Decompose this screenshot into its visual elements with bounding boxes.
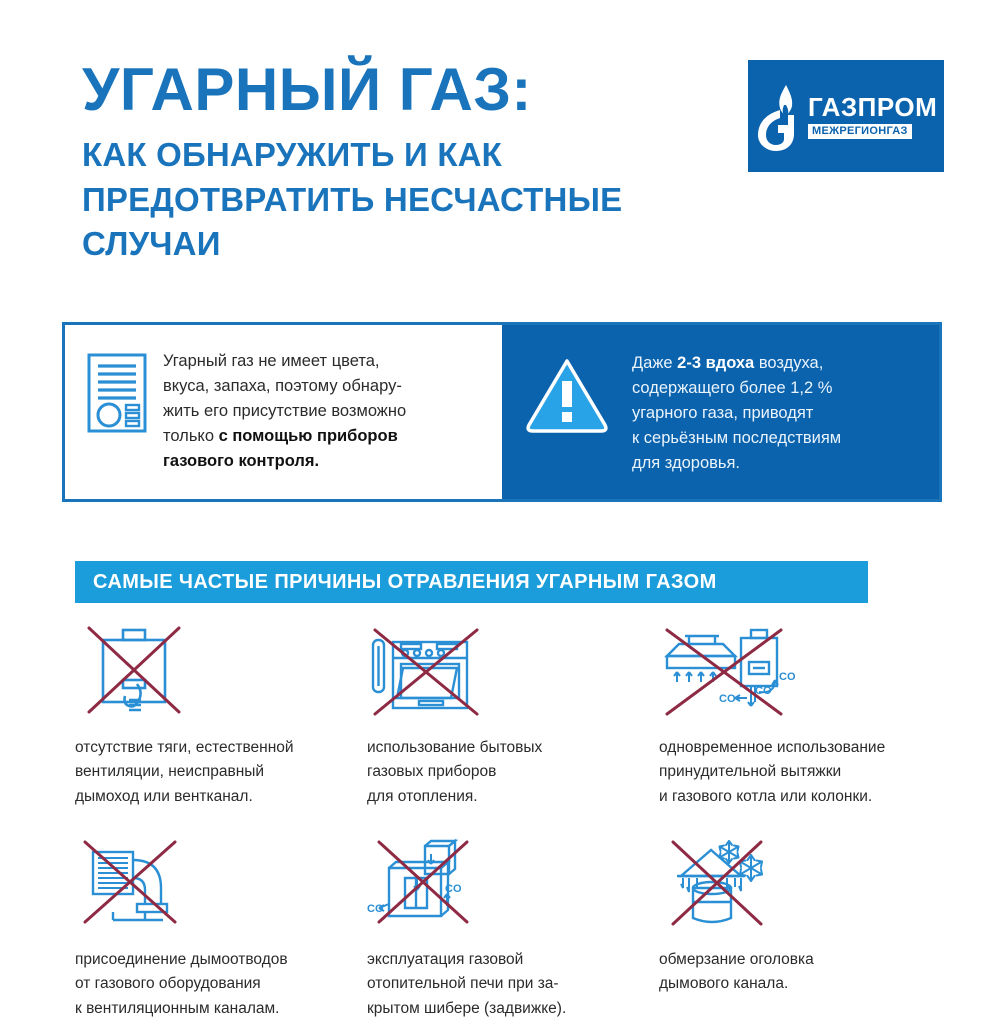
cause-text-line: крытом шибере (задвижке).	[367, 999, 567, 1017]
logo-text	[808, 91, 938, 139]
co-label: CO	[755, 685, 772, 697]
info-right-line-1-bold: 2-3 вдоха	[677, 354, 755, 372]
cause-text	[659, 948, 924, 997]
co-label: CO	[779, 671, 796, 683]
cause-text-line: отсутствие тяги, естественной	[75, 739, 294, 756]
causes-row-1	[75, 622, 955, 834]
info-left-line-4-prefix: только	[163, 427, 219, 446]
info-right-line-1-prefix: Даже	[632, 354, 678, 372]
cause-text-line: отопительной печи при за-	[367, 975, 559, 993]
gazprom-logo	[748, 60, 944, 172]
info-left-line-4	[163, 424, 406, 449]
closed-damper-stove-co-icon	[367, 834, 632, 934]
info-left-line-4-bold: с помощью приборов	[218, 427, 398, 446]
cause-item	[659, 834, 924, 1021]
cause-text-line: дымового канала.	[659, 975, 789, 993]
causes-row-2	[75, 834, 955, 1021]
info-row	[62, 322, 942, 502]
info-right-line-2: содержащего более 1,2 %	[632, 379, 833, 398]
logo-company-name: ГАЗПРОМ	[808, 91, 938, 122]
subtitle-line-2: ПРЕДОТВРАТИТЬ НЕСЧАСТНЫЕ СЛУЧАИ	[82, 180, 623, 263]
cause-text-line: обмерзание оголовка	[659, 951, 814, 968]
flue-to-vent-duct-icon	[75, 834, 340, 934]
info-right-line-3: угарного газа, приводят	[632, 404, 814, 423]
info-right-line-4: к серьёзным последствиям	[632, 429, 842, 448]
info-right-line-1-suffix: воздуха,	[754, 354, 824, 372]
page-header	[0, 0, 1005, 300]
cause-text-line: газовых приборов	[367, 763, 497, 781]
cause-text-line: присоединение дымоотводов	[75, 951, 288, 968]
cause-text-line: вентиляции, неисправный	[75, 763, 265, 781]
co-label: CO	[445, 883, 462, 895]
cause-item	[367, 834, 632, 1021]
logo-division-name: МЕЖРЕГИОНГАЗ	[808, 124, 912, 139]
info-left-text	[163, 349, 406, 474]
cause-text-line: от газового оборудования	[75, 975, 261, 993]
cause-text-line: дымоход или вентканал.	[75, 787, 253, 805]
info-left-line-5	[163, 449, 406, 474]
cause-text-line: и газового котла или колонки.	[659, 787, 873, 805]
section-banner-text: САМЫЕ ЧАСТЫЕ ПРИЧИНЫ ОТРАВЛЕНИЯ УГАРНЫМ ГАЗОМ	[93, 570, 717, 593]
warning-triangle-icon	[524, 355, 610, 440]
page-subtitle	[82, 133, 742, 267]
cause-item	[659, 622, 924, 834]
info-left-line-2: вкуса, запаха, поэтому обнару-	[163, 377, 402, 396]
info-left-line-3: жить его присутствие возможно	[163, 402, 407, 421]
cause-item	[75, 622, 340, 834]
co-label: CO	[367, 903, 384, 915]
hood-and-boiler-co-icon	[659, 622, 924, 722]
info-left-line-1: Угарный газ не имеет цвета,	[163, 352, 380, 370]
info-right-line-5: для здоровья.	[632, 454, 741, 473]
section-banner	[75, 561, 868, 603]
cause-item	[367, 622, 632, 834]
logo-inner	[748, 81, 937, 151]
causes-grid	[75, 622, 955, 1021]
gas-stove-heating-icon	[367, 622, 632, 722]
cause-text-line: для отопления.	[367, 787, 478, 805]
cause-text-line: одновременное использование	[659, 739, 886, 756]
cause-text	[367, 948, 632, 1021]
info-right-text	[632, 351, 841, 476]
subtitle-line-1: КАК ОБНАРУЖИТЬ И КАК	[82, 136, 503, 173]
gas-detector-icon	[87, 353, 147, 438]
cause-text-line: к вентиляционным каналам.	[75, 999, 280, 1017]
info-card-warning	[502, 325, 939, 499]
cause-text	[75, 948, 340, 1021]
cause-item	[75, 834, 340, 1021]
cause-text	[367, 736, 632, 809]
title-block	[82, 58, 742, 267]
cause-text-line: принудительной вытяжки	[659, 763, 842, 781]
co-label: CO	[719, 693, 736, 705]
info-right-line-1	[632, 351, 841, 376]
info-left-line-5-bold: газового контроля.	[163, 452, 320, 471]
cause-text-line: использование бытовых	[367, 739, 543, 756]
page-title: УГАРНЫЙ ГАЗ:	[82, 56, 532, 123]
cause-text	[659, 736, 924, 809]
info-card-detector	[65, 325, 502, 499]
cause-text	[75, 736, 340, 809]
cause-text-line: эксплуатация газовой	[367, 951, 524, 968]
gazprom-flame-g-icon	[758, 81, 804, 151]
boiler-no-draft-icon	[75, 622, 340, 722]
frozen-chimney-cap-icon	[659, 834, 924, 934]
